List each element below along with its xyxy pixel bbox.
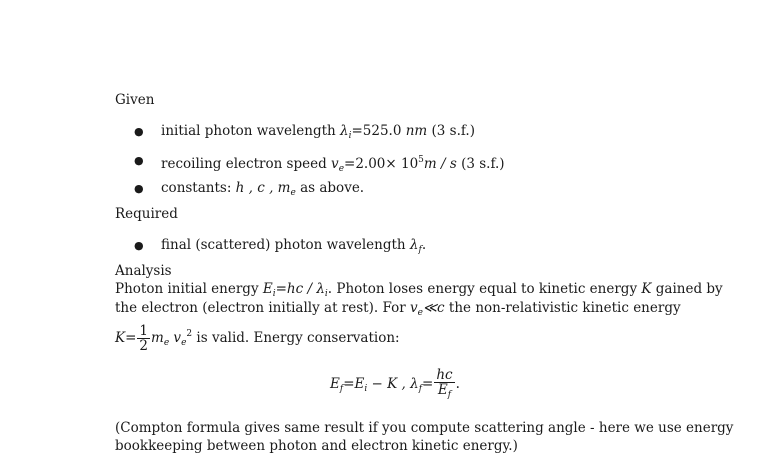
bullet-icon: ● [134,154,144,167]
bullet-icon: ● [134,182,144,195]
analysis-line-2: the electron (electron initially at rest). For $v_e≪c$ the non-relativistic kinetic energy [115,300,681,318]
required-heading: Required [115,206,178,222]
required-item-final-wavelength: final (scattered) photon wavelength $\lambda_f$. [161,237,427,255]
footnote-line-1: (Compton formula gives same result if you compute scattering angle - here we use energy [115,420,734,436]
energy-equation: $E_f=E_i - K$ , $\lambda_f=$ $\frac{hc}{E_f}$ . [330,366,460,400]
given-item-speed: recoiling electron speed $v_e=2.00\times 10^5m / s$ (3 s.f.) [161,155,505,174]
footnote-line-2: bookkeeping between photon and electron kinetic energy.) [115,438,518,454]
fraction-hc-over-ef: $\frac{hc}{E_f}$ [436,366,453,400]
bullet-icon: ● [134,125,144,138]
analysis-line-3: K= $\frac{1}{2}$ $m_e$ $v_e^2$ is valid. Energy conservation: [115,323,400,354]
given-item-constants: constants: h , c , $m_e$ as above. [161,180,365,198]
analysis-line-1: Photon initial energy $E_i=hc / \lambda_i$. Photon loses energy equal to kinetic energy K gained by [115,281,723,299]
fraction-one-half: $\frac{1}{2}$ [139,323,148,354]
given-item-wavelength: initial photon wavelength $\lambda_i=525.0$ nm (3 s.f.) [161,123,475,141]
analysis-heading: Analysis [115,263,172,279]
given-heading: Given [115,92,155,108]
bullet-icon: ● [134,239,144,252]
